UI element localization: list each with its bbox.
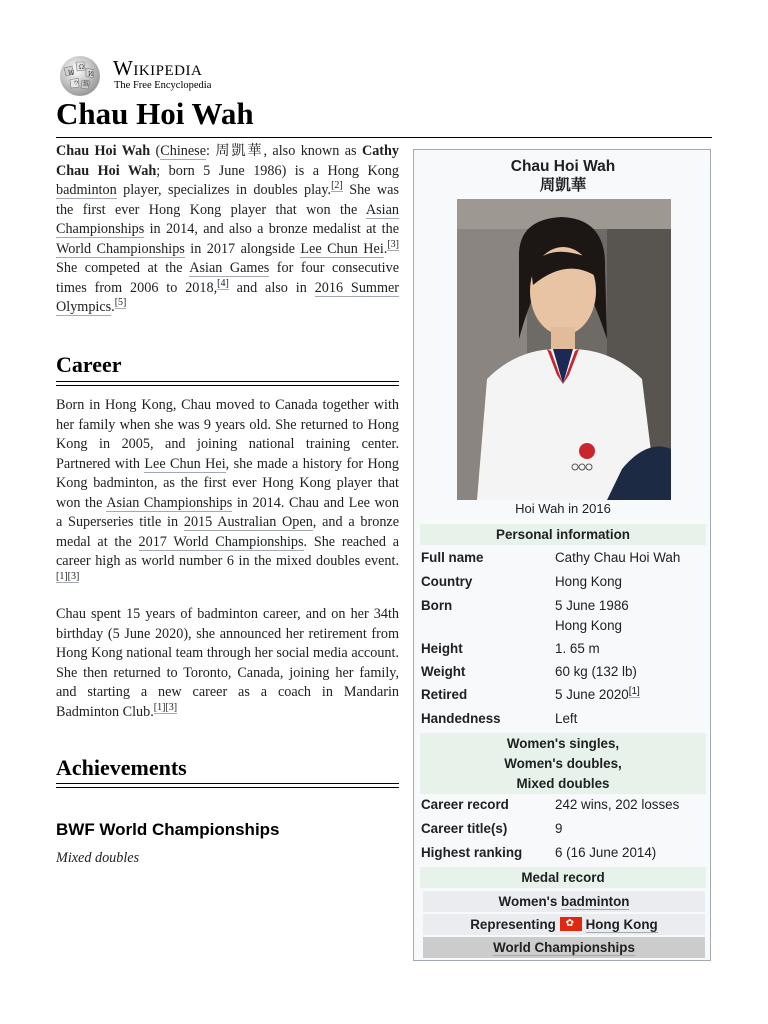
reference-5[interactable]: [5]: [114, 297, 127, 309]
wikipedia-logo[interactable]: [56, 54, 276, 98]
logo-wordmark: Wikipedia: [113, 56, 203, 80]
event-womens-doubles: Women's doubles,: [504, 756, 622, 771]
text-fragment: She was the first ever Hong Kong player that won the: [56, 182, 399, 218]
link-lee-chun-hei[interactable]: Lee Chun Hei: [144, 455, 226, 472]
section-divider: [56, 381, 399, 386]
row-label: Full name: [421, 550, 484, 565]
text-fragment: , also known as: [263, 143, 362, 159]
row-label: Highest ranking: [421, 845, 523, 860]
birth-place: Hong Kong: [555, 617, 623, 633]
reference-2[interactable]: [2]: [331, 180, 343, 192]
infobox-row-full-name: [421, 548, 705, 568]
text-fragment: , she made a history for Hong Kong badminton, as the first ever Hong Kong player that won the: [56, 455, 399, 511]
link-world-championships[interactable]: World Championships: [56, 240, 185, 257]
event-label-mixed-doubles: Mixed doubles: [56, 850, 140, 866]
section-heading-career: Career: [56, 352, 122, 377]
link-asian-championships[interactable]: Asian Championships: [56, 201, 399, 237]
link-asian-games[interactable]: Asian Games: [189, 260, 270, 276]
infobox-chinese-name: 周凱華: [539, 177, 587, 194]
row-value: 6 (16 June 2014): [555, 845, 657, 860]
infobox-row-born: [421, 596, 705, 636]
wikipedia-globe-icon: [56, 54, 104, 98]
alternate-name: Cathy Chau Hoi Wah: [56, 143, 400, 179]
infobox-row-retired: [421, 685, 705, 705]
infobox-row-career-record: [421, 795, 705, 815]
row-value: Hong Kong: [555, 574, 623, 589]
svg-text:W: W: [68, 70, 75, 77]
svg-text:ウ: ウ: [73, 80, 80, 87]
infobox-row-highest-ranking: [421, 843, 705, 863]
row-label: Handedness: [421, 711, 501, 726]
row-label: Retired: [421, 687, 468, 702]
text-fragment: ; born 5 June 1986) is a Hong Kong: [156, 162, 399, 179]
reference-3[interactable]: [3]: [67, 570, 80, 582]
reference-3[interactable]: [3]: [165, 701, 178, 713]
text-fragment: for four consecutive times from 2006 to 2018,: [56, 260, 399, 296]
event-mixed-doubles: Mixed doubles: [516, 776, 610, 791]
medal-representing-row: [423, 914, 705, 935]
section-divider: [56, 783, 399, 788]
infobox-header-personal-information: Personal information: [420, 524, 706, 545]
birth-date: 5 June 1986: [555, 598, 629, 613]
reference-1[interactable]: [1]: [628, 685, 640, 697]
link-2015-australian-open[interactable]: 2015 Australian Open: [183, 514, 313, 530]
link-badminton[interactable]: badminton: [56, 182, 117, 198]
infobox-row-handedness: [421, 709, 705, 729]
chinese-name: : 周凱華: [206, 143, 264, 159]
link-world-championships[interactable]: World Championships: [493, 940, 635, 955]
row-label: Country: [421, 574, 473, 589]
row-label: Born: [421, 598, 453, 613]
link-2017-world-championships[interactable]: 2017 World Championships: [138, 533, 304, 550]
link-asian-championships[interactable]: Asian Championships: [106, 494, 233, 511]
text-fragment: in 2014. Chau and Lee won a Superseries title in: [56, 494, 399, 530]
infobox-title: [414, 157, 711, 195]
text-fragment: in 2014, and also a bronze medalist at the: [144, 221, 399, 237]
logo-tagline: The Free Encyclopedia: [114, 80, 212, 91]
reference-3[interactable]: [3]: [387, 238, 399, 250]
infobox-header-medal-record: Medal record: [420, 867, 706, 888]
subsection-heading-bwf-world-championships: BWF World Championships: [56, 820, 280, 839]
row-label: Career title(s): [421, 821, 508, 836]
medal-sport-row: [423, 891, 705, 912]
infobox: [413, 149, 711, 961]
hong-kong-flag-icon: ✿: [560, 917, 582, 931]
section-heading-achievements: Achievements: [56, 755, 187, 780]
row-label: Career record: [421, 797, 509, 812]
text-fragment: .: [111, 299, 115, 315]
link-2016-summer-olympics[interactable]: 2016 Summer Olympics: [56, 279, 400, 315]
row-value: 9: [555, 821, 563, 836]
reference-1[interactable]: [1]: [56, 570, 68, 582]
infobox-row-career-titles: [421, 819, 705, 839]
row-value: [555, 685, 705, 705]
text-fragment: (: [150, 143, 161, 159]
player-photo[interactable]: [457, 199, 671, 500]
text-fragment: Chau spent 15 years of badminton career, and on her 34th birthday (5 June 2020), she announced her retirement from Hong Kong national team through her social media account. She then returned to Toronto, Canada, joining her family, and starting a new career as a coach in Mandarin Badminton Club.: [56, 606, 399, 720]
text-fragment: Born in Hong Kong, Chau moved to Canada together with her family when she was 9 years old. She returned to Hong Kong in 2005, and joining national training center. Partnered with: [56, 397, 399, 472]
infobox-name: Chau Hoi Wah: [510, 158, 616, 175]
row-value: Left: [555, 711, 578, 726]
row-value: 60 kg (132 lb): [555, 664, 637, 679]
infobox-row-height: [421, 639, 705, 659]
retired-date: 5 June 2020: [555, 687, 629, 702]
link-lee-chun-hei[interactable]: Lee Chun Hei: [300, 240, 384, 257]
text-fragment: , and a bronze medal at the: [56, 514, 400, 550]
infobox-row-weight: [421, 662, 705, 682]
text-fragment: and also in: [228, 279, 315, 296]
event-womens-singles: Women's singles,: [506, 736, 620, 751]
row-label: Weight: [421, 664, 466, 679]
link-hong-kong[interactable]: Hong Kong: [585, 917, 658, 932]
link-chinese[interactable]: Chinese: [160, 143, 206, 159]
reference-4[interactable]: [4]: [217, 277, 229, 289]
text-fragment: in 2017 alongside: [184, 240, 301, 257]
page-title: Chau Hoi Wah: [56, 96, 254, 131]
row-value: 1. 65 m: [555, 641, 600, 656]
lead-paragraph: [56, 142, 399, 318]
text-fragment: She competed at the: [56, 260, 190, 276]
text-fragment: player, specializes in doubles play.: [116, 182, 332, 198]
row-value: 242 wins, 202 losses: [555, 797, 680, 812]
infobox-row-country: [421, 572, 705, 592]
text-fragment: .: [383, 240, 388, 257]
svg-text:維: 維: [83, 81, 90, 88]
text-fragment: Women's: [498, 894, 562, 909]
svg-text:И: И: [88, 71, 94, 78]
medal-competition-world-championships: [423, 937, 705, 958]
text-fragment: Representing: [470, 917, 556, 932]
article-content: [56, 142, 399, 332]
row-value: Cathy Chau Hoi Wah: [555, 550, 681, 565]
title-divider: [56, 137, 712, 138]
row-label: Height: [421, 641, 463, 656]
row-value: [555, 596, 705, 635]
svg-text:Ω: Ω: [79, 64, 84, 71]
text-fragment: . She reached a career high as world number 6 in the mixed doubles event.: [56, 533, 399, 569]
link-badminton[interactable]: badminton: [561, 894, 630, 909]
reference-1[interactable]: [1]: [153, 701, 166, 713]
infobox-header-events: [420, 733, 706, 794]
subject-name: Chau Hoi Wah: [56, 143, 151, 159]
career-paragraph-1: [56, 396, 399, 591]
photo-caption: Hoi Wah in 2016: [515, 501, 611, 516]
career-paragraph-2: [56, 605, 399, 722]
